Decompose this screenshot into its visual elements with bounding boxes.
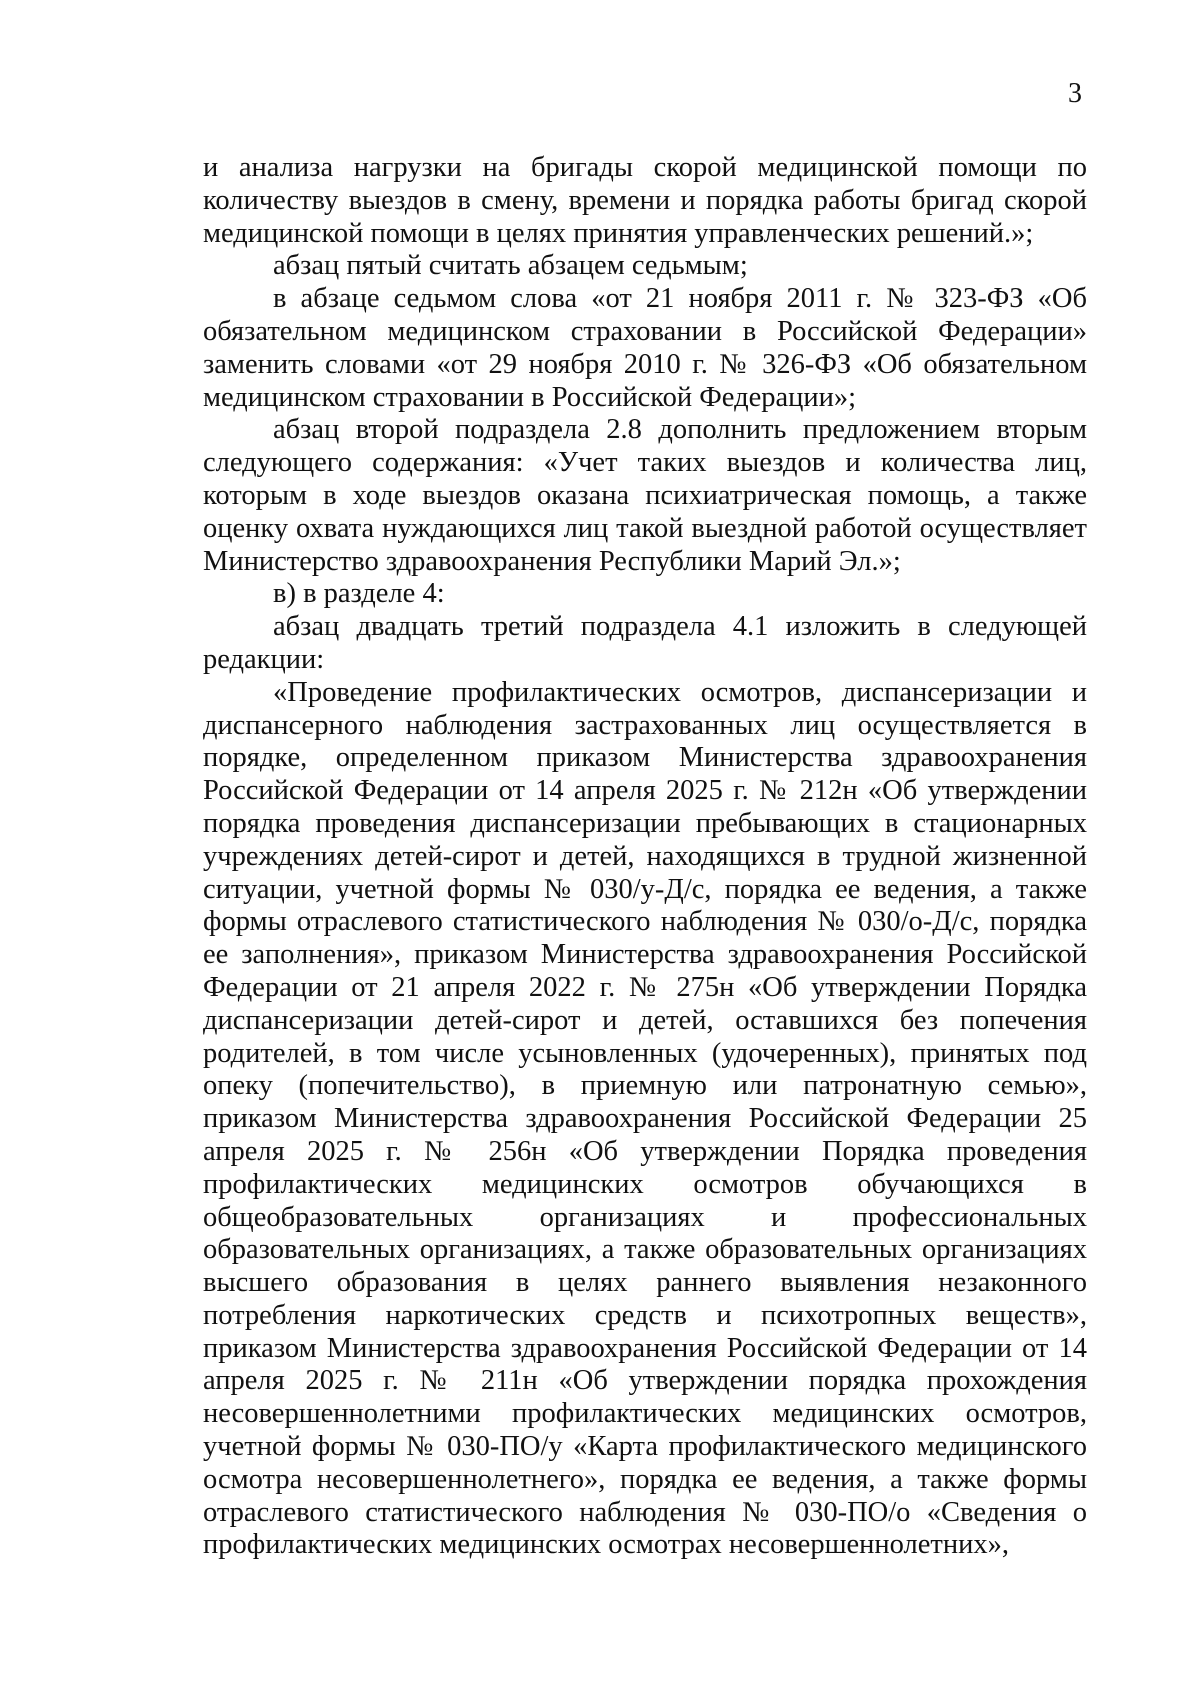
paragraph-razdel-4: в) в разделе 4: bbox=[273, 578, 445, 610]
page-number: 3 bbox=[1068, 78, 1082, 109]
document-body bbox=[203, 152, 1087, 1562]
paragraph-podrazdel-4-1: абзац двадцать третий подраздела 4.1 изложить в следующей редакции: bbox=[203, 611, 1087, 675]
paragraph-new-wording: «Проведение профилактических осмотров, диспансеризации и диспансерного наблюдения застрахованных лиц осуществляется в порядке, определенном приказом Министерства здравоохранения Российской Федерации от 14 апреля 2025 г. № 212н «Об утверждении порядка проведения диспансеризации пребывающих в стационарных учреждениях детей-сирот и детей, находящихся в трудной жизненной ситуации, учетной формы № 030/у-Д/с, порядка ее ведения, а также формы отраслевого статистического наблюдения № 030/о-Д/с, порядка ее заполнения», приказом Министерства здравоохранения Российской Федерации от 21 апреля 2022 г. № 275н «Об утверждении Порядка диспансеризации детей-сирот и детей, оставшихся без попечения родителей, в том числе усыновленных (удочеренных), принятых под опеку (попечительство), в приемную или патронатную семью», приказом Министерства здравоохранения Российской Федерации 25 апреля 2025 г. № 256н «Об утверждении Порядка проведения профилактических медицинских осмотров обучающихся в общеобразовательных организациях и профессиональных образовательных организациях, а также образовательных организациях высшего образования в целях раннего выявления незаконного потребления наркотических средств и психотропных веществ», приказом Министерства здравоохранения Российской Федерации от 14 апреля 2025 г. № 211н «Об утверждении порядка прохождения несовершеннолетними профилактических медицинских осмотров, учетной формы № 030-ПО/у «Карта профилактического медицинского осмотра несовершеннолетнего», порядка ее ведения, а также формы отраслевого статистического наблюдения № 030-ПО/о «Сведения о профилактических медицинских осмотрах несовершеннолетних», bbox=[203, 676, 1087, 1561]
paragraph-podrazdel-2-8: абзац второй подраздела 2.8 дополнить предложением вторым следующего содержания: «Учет таких выездов и количества лиц, которым в ходе выездов оказана психиатрическая помощь, а также оценку охвата нуждающихся лиц такой выездной работой осуществляет Министерство здравоохранения Республики Марий Эл.»; bbox=[203, 414, 1087, 577]
paragraph-abzac-sedmoi: в абзаце седьмом слова «от 21 ноября 2011 г. № 323-ФЗ «Об обязательном медицинском страховании в Российской Федерации» заменить словами «от 29 ноября 2010 г. № 326-ФЗ «Об обязательном медицинском страховании в Российской Федерации»; bbox=[203, 283, 1087, 413]
paragraph-abzac-pyatyi: абзац пятый считать абзацем седьмым; bbox=[273, 250, 748, 282]
paragraph-continuation: и анализа нагрузки на бригады скорой медицинской помощи по количеству выездов в смену, времени и порядка работы бригад скорой медицинской помощи в целях принятия управленческих решений.»; bbox=[203, 152, 1087, 249]
